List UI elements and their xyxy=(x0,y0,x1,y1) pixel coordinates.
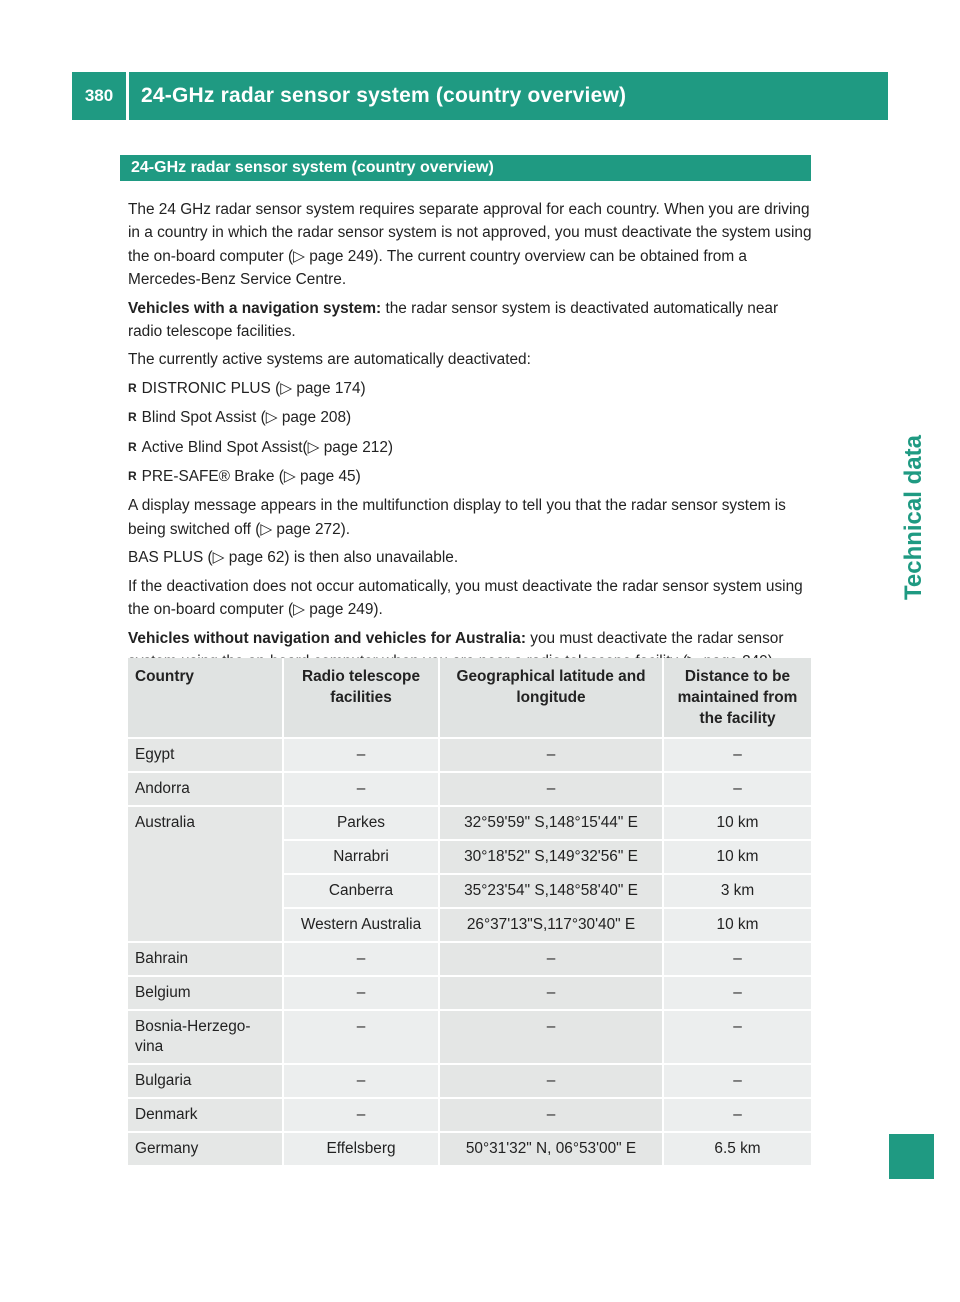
cell-facility: – xyxy=(282,773,438,805)
paragraph-display-message: A display message appears in the multifunction display to tell you that the radar sensor system is being switched off (▷ page 272). xyxy=(128,497,786,538)
cell-distance: – xyxy=(662,943,811,975)
paragraph-no-navigation-text: you must deactivate the radar sensor xyxy=(530,629,784,647)
table-row xyxy=(128,1099,811,1131)
cell-facility: Narrabri xyxy=(282,841,438,873)
table-row xyxy=(128,943,811,975)
list-item: R DISTRONIC PLUS (▷ page 174) xyxy=(128,377,814,401)
cell-distance: – xyxy=(662,977,811,1009)
cell-facility: – xyxy=(282,977,438,1009)
cell-coordinates: – xyxy=(438,739,662,771)
cell-coordinates: – xyxy=(438,943,662,975)
list-item: R Blind Spot Assist (▷ page 208) xyxy=(128,406,814,430)
cell-coordinates: – xyxy=(438,977,662,1009)
cell-distance: – xyxy=(662,1011,811,1063)
header-country: Country xyxy=(128,658,282,737)
table-header-row xyxy=(128,658,811,737)
paragraph-navigation-text: the radar sensor system is deactivated automatically near radio telescope facilities. xyxy=(128,299,779,341)
country-overview-table xyxy=(128,656,811,1167)
table-row xyxy=(128,739,811,771)
cell-facility: – xyxy=(282,739,438,771)
cell-distance: 6.5 km xyxy=(662,1133,811,1165)
cell-facility: Effelsberg xyxy=(282,1133,438,1165)
cell-coordinates: – xyxy=(438,1065,662,1097)
cell-country: Denmark xyxy=(128,1099,282,1131)
cell-distance: – xyxy=(662,739,811,771)
header-divider xyxy=(126,72,129,120)
table-row xyxy=(128,773,811,805)
list-item: R Active Blind Spot Assist(▷ page 212) xyxy=(128,436,814,460)
side-tab-square xyxy=(889,1134,934,1179)
cell-coordinates: – xyxy=(438,1011,662,1063)
cell-facility: – xyxy=(282,943,438,975)
paragraph-navigation-bold: Vehicles with a navigation system: xyxy=(128,299,382,317)
cell-coordinates: – xyxy=(438,773,662,805)
paragraph-navigation xyxy=(128,297,814,344)
list-item: R PRE-SAFE® Brake (▷ page 45) xyxy=(128,465,814,489)
side-tab-label: Technical data xyxy=(900,435,927,600)
cell-distance: 10 km xyxy=(662,841,811,873)
table-row xyxy=(128,807,811,839)
header-title: 24-GHz radar sensor system (country overview) xyxy=(141,84,627,107)
section-title: 24-GHz radar sensor system (country overview) xyxy=(120,155,811,181)
table-row xyxy=(128,977,811,1009)
page-number: 380 xyxy=(84,86,114,105)
cell-coordinates: 50°31'32" N, 06°53'00" E xyxy=(438,1133,662,1165)
paragraph-no-navigation-bold: Vehicles without navigation and vehicles for Australia: xyxy=(128,629,526,647)
paragraph-intro: The 24 GHz radar sensor system requires separate approval for each country. When you are driving in a country in which the radar sensor system is not approved, you must deactivate the system using the on-board computer (▷ page 249). The current country overview can be obtained from a Mercedes-Benz Service Centre. xyxy=(128,201,812,289)
header-facilities: Radio telescope facilities xyxy=(282,658,438,737)
cell-country: Bosnia-Herzego-vina xyxy=(128,1011,282,1063)
cell-distance: 10 km xyxy=(662,909,811,941)
header-distance: Distance to be maintained from the facility xyxy=(662,658,811,737)
cell-distance: 10 km xyxy=(662,807,811,839)
cell-country: Egypt xyxy=(128,739,282,771)
body-text xyxy=(128,198,814,678)
cell-country: Andorra xyxy=(128,773,282,805)
cell-distance: – xyxy=(662,1065,811,1097)
cell-country: Germany xyxy=(128,1133,282,1165)
paragraph-manual-deactivation: If the deactivation does not occur automatically, you must deactivate the radar sensor system using the on-board computer (▷ page 249). xyxy=(128,577,803,619)
cell-coordinates: 32°59'59" S,148°15'44" E xyxy=(438,807,662,839)
cell-facility: – xyxy=(282,1099,438,1131)
cell-country: Belgium xyxy=(128,977,282,1009)
cell-facility: Western Australia xyxy=(282,909,438,941)
table-row xyxy=(128,1065,811,1097)
cell-facility: Canberra xyxy=(282,875,438,907)
cell-coordinates: – xyxy=(438,1099,662,1131)
cell-country: Bahrain xyxy=(128,943,282,975)
cell-facility: Parkes xyxy=(282,807,438,839)
cell-coordinates: 35°23'54" S,148°58'40" E xyxy=(438,875,662,907)
cell-country: Bulgaria xyxy=(128,1065,282,1097)
cell-coordinates: 30°18'52" S,149°32'56" E xyxy=(438,841,662,873)
cell-distance: – xyxy=(662,773,811,805)
cell-distance: 3 km xyxy=(662,875,811,907)
cell-coordinates: 26°37'13"S,117°30'40" E xyxy=(438,909,662,941)
cell-country: Australia xyxy=(128,807,282,941)
cell-distance: – xyxy=(662,1099,811,1131)
table-row xyxy=(128,1133,811,1165)
cell-facility: – xyxy=(282,1065,438,1097)
paragraph-bas-plus: BAS PLUS (▷ page 62) is then also unavailable. xyxy=(128,549,459,567)
paragraph-active-systems: The currently active systems are automatically deactivated: xyxy=(128,351,531,369)
header-coordinates: Geographical latitude and longitude xyxy=(438,658,662,737)
cell-facility: – xyxy=(282,1011,438,1063)
table-row xyxy=(128,1011,811,1063)
